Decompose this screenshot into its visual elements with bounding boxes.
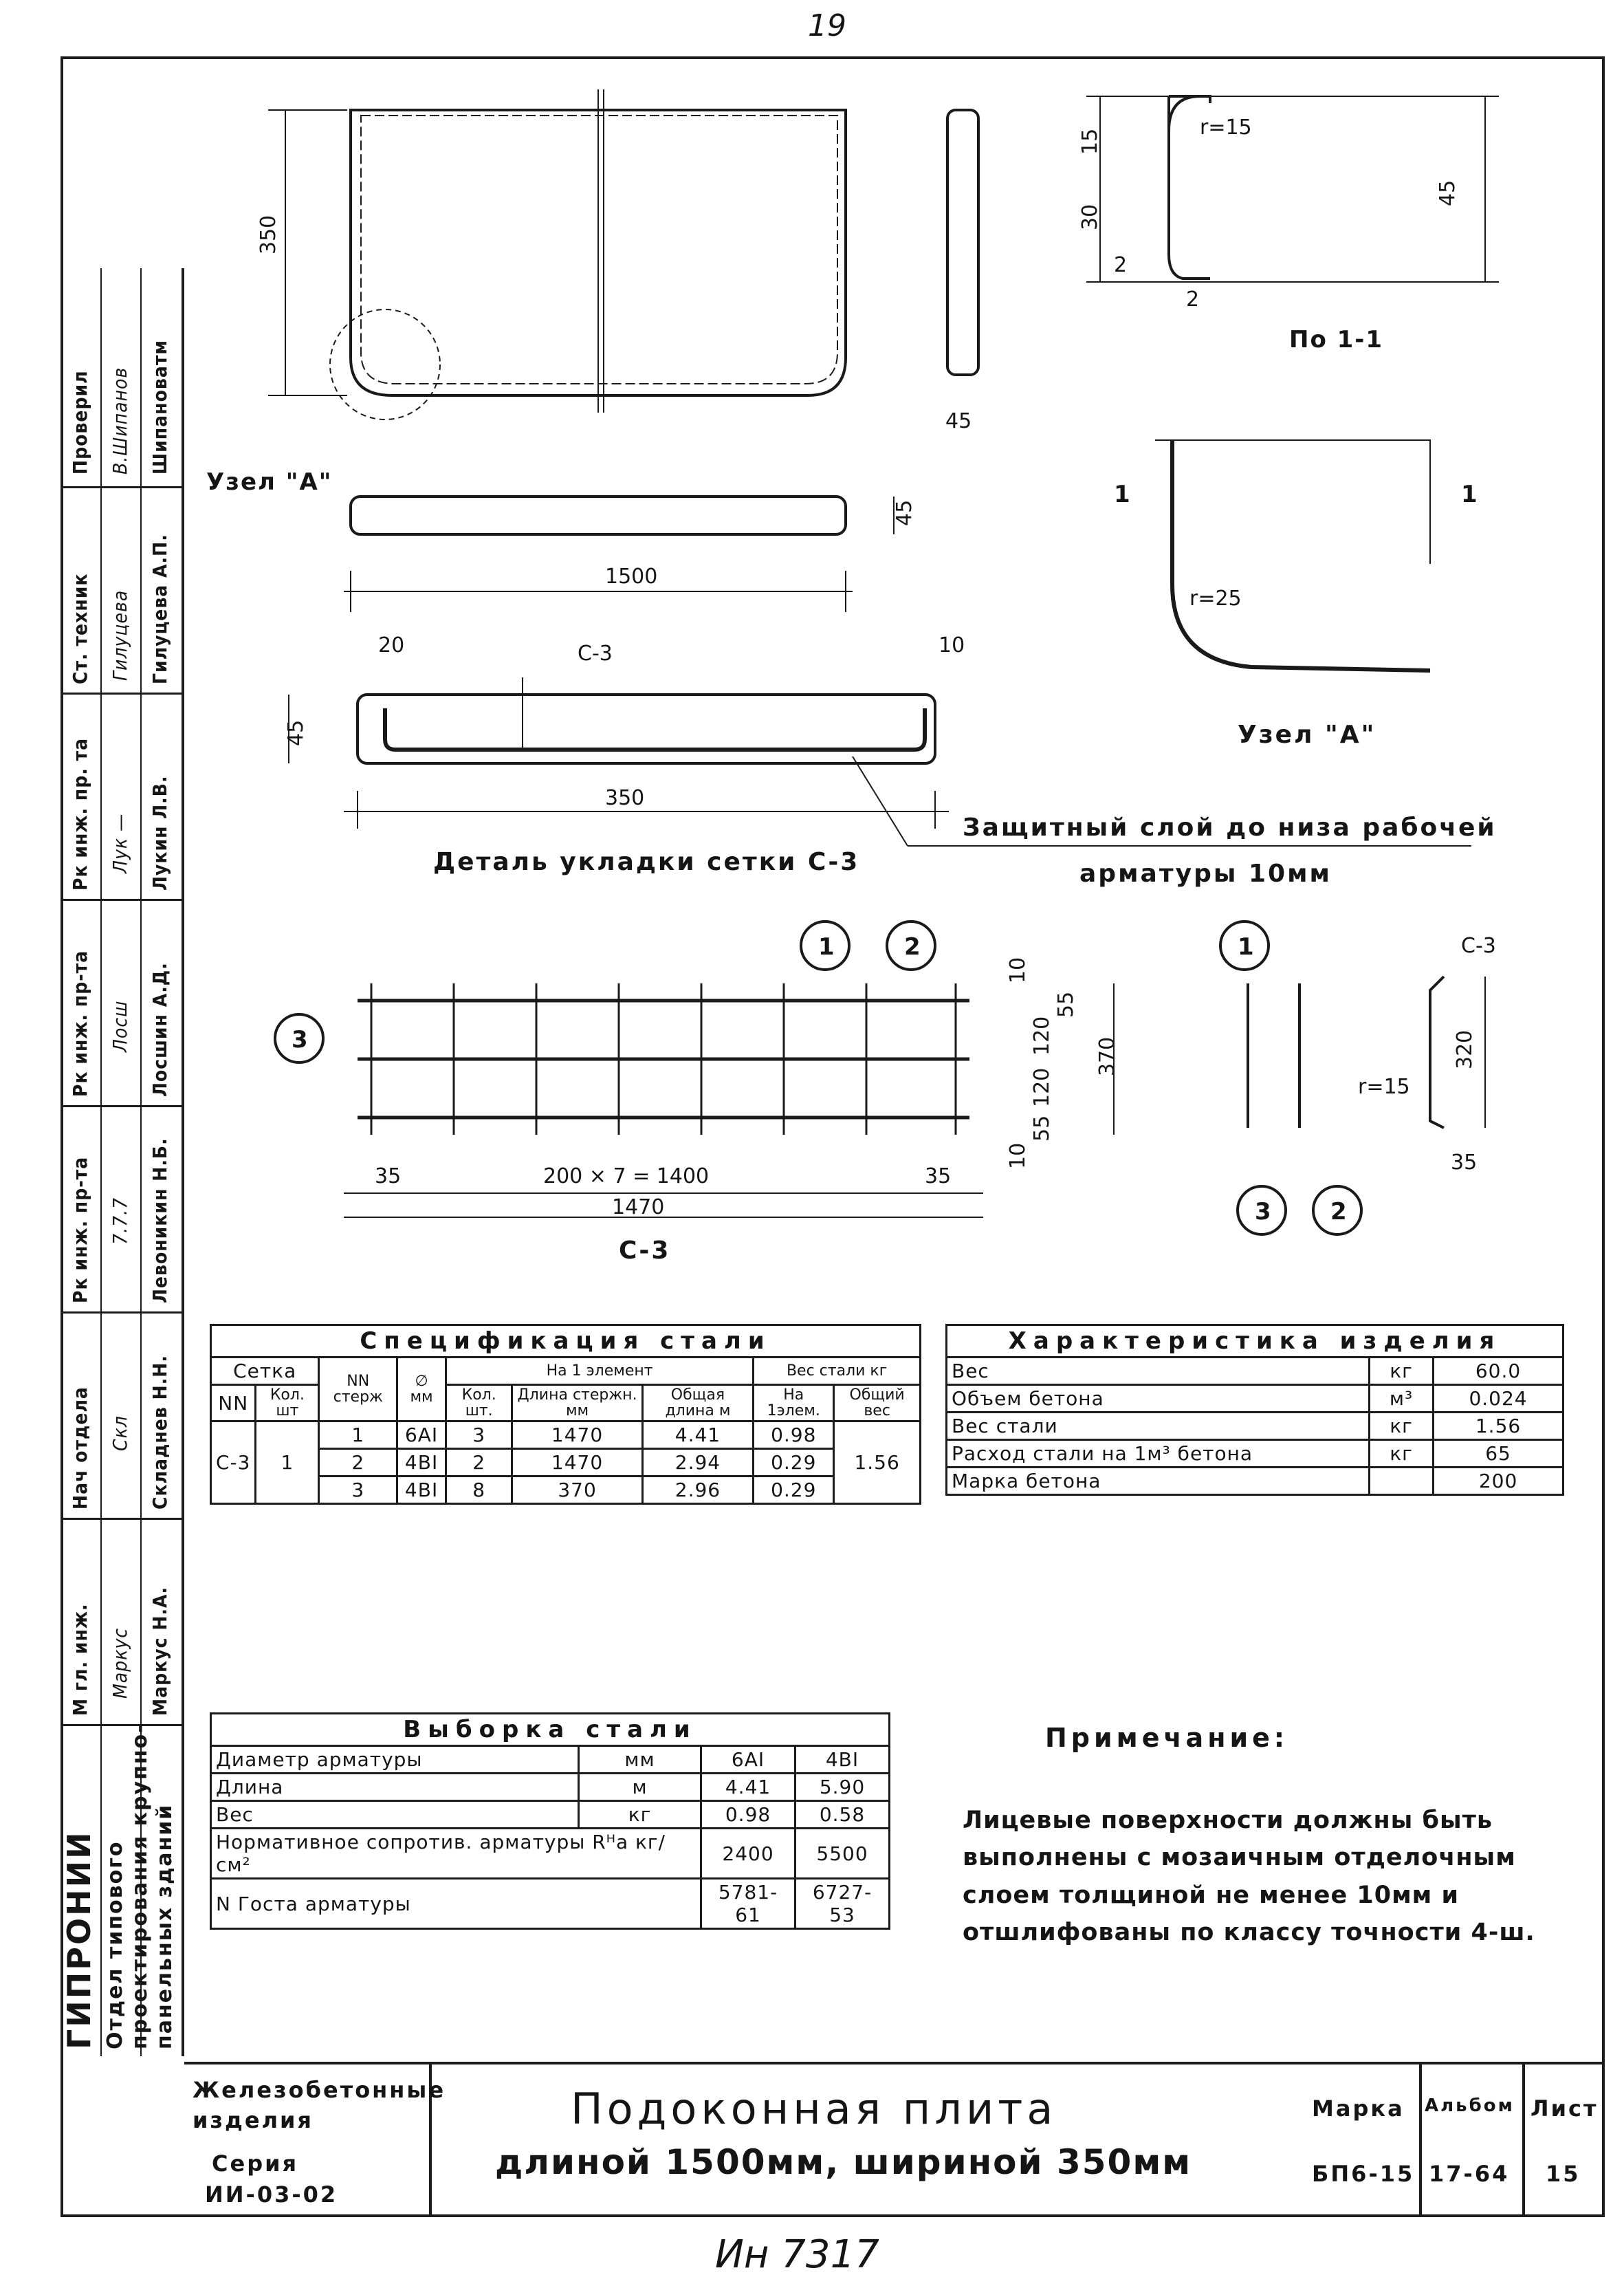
spec-total: 2.96 <box>642 1477 754 1504</box>
detail-note-1: Защитный слой до низа рабочей <box>963 814 1497 842</box>
slab-side-view <box>947 110 978 375</box>
spec-w: 0.29 <box>754 1449 834 1477</box>
detail-dim-10: 10 <box>939 633 965 657</box>
spec-table <box>210 1324 921 1505</box>
char-table-caption: Характеристика изделия <box>947 1325 1563 1358</box>
sel-name: Длина <box>211 1774 579 1801</box>
table-row <box>947 1440 1563 1468</box>
spec-h-qty: Кол. шт <box>256 1385 319 1421</box>
stamp-role: Нач отдела <box>69 1386 91 1510</box>
side-callout-3: 3 <box>1255 1198 1273 1225</box>
signature: Маркус <box>109 1627 131 1699</box>
spec-w: 0.29 <box>754 1477 834 1504</box>
inventory-mark: Ин 7317 <box>715 2232 879 2277</box>
sel-b: 5500 <box>795 1829 890 1879</box>
char-name: Марка бетона <box>947 1468 1370 1495</box>
spec-bar: 2 <box>319 1449 397 1477</box>
spec-mesh-qty: 1 <box>256 1421 319 1504</box>
mesh-dim-55: 55 <box>1030 1115 1054 1142</box>
sec-dim-30: 30 <box>1078 204 1102 230</box>
tb-mark-cell <box>1305 2064 1422 2217</box>
radius-15-label: r=15 <box>1200 116 1252 140</box>
mesh-dim-35: 35 <box>925 1164 952 1188</box>
mesh-laying-bar <box>385 708 925 750</box>
spec-bar: 3 <box>319 1477 397 1504</box>
mesh-dim-370: 370 <box>1095 1036 1119 1076</box>
spec-mesh-name: С-3 <box>211 1421 256 1504</box>
tb-category-1: Железобетонные <box>193 2077 446 2103</box>
sel-unit: м <box>579 1774 701 1801</box>
signature: Гилуцева <box>109 589 131 681</box>
sel-col-b: 4ВI <box>795 1746 890 1774</box>
dim-350-label: 350 <box>256 215 281 254</box>
spec-len: 1470 <box>512 1449 642 1477</box>
mesh-dim-span: 200 × 7 = 1400 <box>543 1164 710 1188</box>
char-value: 1.56 <box>1434 1413 1563 1440</box>
spec-h-w-total: Общий вес <box>834 1385 921 1421</box>
spec-h-dia: ∅ мм <box>397 1358 446 1421</box>
table-row <box>947 1413 1563 1440</box>
institute-name: ГИПРОНИИ <box>61 1830 98 2049</box>
mesh-label: С-3 <box>619 1236 671 1265</box>
char-name: Расход стали на 1м³ бетона <box>947 1440 1370 1468</box>
char-value: 65 <box>1434 1440 1563 1468</box>
stamp-role: Рк инж. пр-та <box>69 950 91 1097</box>
spec-h-nn: NN <box>211 1385 256 1421</box>
spec-bar: 1 <box>319 1421 397 1449</box>
tb-album-cell <box>1422 2064 1525 2217</box>
tb-category-2: изделия <box>193 2107 314 2133</box>
table-row <box>211 1879 890 1929</box>
stamp-role: Проверил <box>69 370 91 475</box>
tb-title-sub: длиной 1500мм, шириной 350мм <box>495 2142 1192 2182</box>
stamp-name: Лукин Л.В. <box>149 775 171 891</box>
side-dim-35: 35 <box>1451 1151 1478 1175</box>
sel-col-a: 6АI <box>701 1746 795 1774</box>
mesh-dim-10: 10 <box>1006 1142 1030 1169</box>
sel-a: 5781-61 <box>701 1879 795 1929</box>
selection-table-caption: Выборка стали <box>211 1714 890 1746</box>
spec-h-bar: NN стерж <box>319 1358 397 1421</box>
mesh-laying-outline <box>358 695 935 763</box>
tb-sheet-label: Лист <box>1530 2095 1599 2122</box>
note-text: Лицевые поверхности должны быть выполнены с мозаичным отделочным слоем толщиной не менее 10мм и отшлифованы по классу точности 4-ш. <box>963 1807 1535 1946</box>
tb-title-main: Подоконная плита <box>571 2084 1057 2134</box>
note-title: Примечание: <box>1045 1723 1289 1753</box>
spec-h-weight: Вес стали кг <box>754 1358 921 1385</box>
node-a-caption: Узел "А" <box>1238 721 1376 749</box>
sel-b: 6727-53 <box>795 1879 890 1929</box>
spec-h-per-element: На 1 элемент <box>446 1358 753 1385</box>
char-unit: кг <box>1370 1358 1434 1385</box>
stamp-name: Шипановатм <box>149 339 171 475</box>
page-number: 19 <box>808 8 846 43</box>
sel-name: Вес <box>211 1801 579 1829</box>
spec-h-total-len: Общая длина м <box>642 1385 754 1421</box>
spec-count: 2 <box>446 1449 512 1477</box>
tb-sheet-cell <box>1525 2064 1605 2217</box>
sec-dim-15: 15 <box>1078 128 1102 155</box>
dim-45-label: 45 <box>945 409 972 433</box>
node-a-detail <box>1172 440 1430 671</box>
table-row <box>211 1829 890 1879</box>
char-unit <box>1370 1468 1434 1495</box>
signature: В.Шипанов <box>109 367 131 475</box>
detail-caption: Деталь укладки сетки С-3 <box>433 848 860 876</box>
org-line: панельных зданий <box>153 1803 177 2049</box>
table-row <box>947 1358 1563 1385</box>
spec-count: 8 <box>446 1477 512 1504</box>
detail-note-2: арматуры 10мм <box>1079 860 1332 888</box>
dim-1500-label: 1500 <box>605 565 658 589</box>
stamp-name: Лосшин А.Д. <box>149 962 171 1097</box>
signature: Скл <box>109 1415 131 1451</box>
sel-a: 0.98 <box>701 1801 795 1829</box>
table-row <box>211 1421 921 1449</box>
sel-a: 2400 <box>701 1829 795 1879</box>
spec-count: 3 <box>446 1421 512 1449</box>
spec-h-bar-len: Длина стержн. мм <box>512 1385 642 1421</box>
spec-len: 370 <box>512 1477 642 1504</box>
char-name: Вес стали <box>947 1413 1370 1440</box>
stamp-name: Левоникин Н.Б. <box>149 1137 171 1303</box>
mesh-dim-1470: 1470 <box>612 1195 665 1219</box>
tb-mark-value: БП6-15 <box>1312 2161 1415 2187</box>
signature: Лук — <box>109 813 131 873</box>
mesh-dim-10: 10 <box>1006 957 1030 983</box>
spec-total: 4.41 <box>642 1421 754 1449</box>
tb-series-value: ИИ-03-02 <box>205 2181 338 2208</box>
org-line: Отдел типового <box>103 1840 127 2049</box>
tb-album-value: 17-64 <box>1429 2161 1510 2187</box>
stamp-name: Гилуцева А.П. <box>149 534 171 684</box>
char-table <box>945 1324 1564 1496</box>
stamp-name: Маркус Н.А. <box>149 1586 171 1716</box>
spec-dia: 6АI <box>397 1421 446 1449</box>
side-tag: С-3 <box>1461 934 1496 958</box>
spec-dia: 4ВI <box>397 1449 446 1477</box>
callout-1: 1 <box>818 933 836 961</box>
table-row <box>211 1801 890 1829</box>
cut-mark-right: 1 <box>1461 481 1479 508</box>
side-radius: r=15 <box>1358 1075 1410 1099</box>
callout-3: 3 <box>292 1026 309 1054</box>
sec-dim-2: 2 <box>1186 287 1200 312</box>
detail-dim-45: 45 <box>284 719 308 746</box>
selection-table <box>210 1712 890 1930</box>
spec-table-caption: Спецификация стали <box>211 1325 921 1358</box>
stamp-name: Складнев Н.Н. <box>149 1355 171 1510</box>
spec-dia: 4ВI <box>397 1477 446 1504</box>
sel-name: N Госта арматуры <box>211 1879 701 1929</box>
callout-2: 2 <box>904 933 922 961</box>
mesh-dim-120: 120 <box>1030 1016 1054 1056</box>
table-row <box>947 1468 1563 1495</box>
spec-len: 1470 <box>512 1421 642 1449</box>
stamp-role: Ст. техник <box>69 573 91 684</box>
side-callout-1: 1 <box>1238 933 1255 961</box>
table-row <box>947 1385 1563 1413</box>
char-unit: м³ <box>1370 1385 1434 1413</box>
node-a-label: Узел "А" <box>206 468 333 496</box>
sel-b: 5.90 <box>795 1774 890 1801</box>
char-name: Объем бетона <box>947 1385 1370 1413</box>
mesh-plan <box>358 1001 969 1118</box>
side-dim-320: 320 <box>1453 1029 1477 1069</box>
detail-mesh-tag: С-3 <box>578 642 613 666</box>
sel-b: 0.58 <box>795 1801 890 1829</box>
mesh-dim-35: 35 <box>375 1164 402 1188</box>
char-value: 0.024 <box>1434 1385 1563 1413</box>
tb-mark-label: Марка <box>1312 2095 1405 2122</box>
node-a-circle <box>330 309 440 420</box>
stamp-role: Рк инж. пр. та <box>69 737 91 891</box>
char-value: 60.0 <box>1434 1358 1563 1385</box>
mesh-side-view <box>1248 977 1444 1128</box>
slab-plan-inner <box>361 116 837 384</box>
slab-bottom-view <box>351 497 846 534</box>
signature: 7.7.7 <box>109 1197 131 1245</box>
char-name: Вес <box>947 1358 1370 1385</box>
signature: Лосш <box>109 1000 131 1052</box>
spec-h-mesh: Сетка <box>211 1358 319 1385</box>
spec-w: 0.98 <box>754 1421 834 1449</box>
tb-series-label: Серия <box>212 2150 299 2177</box>
sec-dim-2: 2 <box>1114 253 1128 277</box>
char-unit: кг <box>1370 1440 1434 1468</box>
sel-a: 4.41 <box>701 1774 795 1801</box>
sel-h-unit: мм <box>579 1746 701 1774</box>
detail-dim-350: 350 <box>605 786 645 810</box>
spec-total: 2.94 <box>642 1449 754 1477</box>
tb-category-cell <box>184 2064 446 2217</box>
sel-unit: кг <box>579 1801 701 1829</box>
spec-h-count: Кол. шт. <box>446 1385 512 1421</box>
sel-name: Нормативное сопротив. арматуры Rᴴа кг/см² <box>211 1829 701 1879</box>
spec-h-w-per: На 1элем. <box>754 1385 834 1421</box>
detail-dim-20: 20 <box>378 633 405 657</box>
char-unit: кг <box>1370 1413 1434 1440</box>
sec-dim-45: 45 <box>1436 179 1460 206</box>
sel-h-diameter: Диаметр арматуры <box>211 1746 579 1774</box>
org-line: проектирования крупно- <box>128 1723 152 2049</box>
side-callout-2: 2 <box>1330 1198 1348 1225</box>
stamp-role: Рк инж. пр-та <box>69 1156 91 1303</box>
table-row <box>211 1774 890 1801</box>
tb-album-label: Альбом <box>1425 2095 1515 2116</box>
stamp-role: М гл. инж. <box>69 1603 91 1716</box>
radius-25-label: r=25 <box>1189 587 1242 611</box>
dim-45-label: 45 <box>892 499 917 526</box>
char-value: 200 <box>1434 1468 1563 1495</box>
section-1-1-label: По 1-1 <box>1289 326 1384 353</box>
mesh-dim-55: 55 <box>1054 991 1078 1018</box>
cut-mark-left: 1 <box>1114 481 1132 508</box>
tb-sheet-value: 15 <box>1546 2161 1581 2187</box>
mesh-dim-120: 120 <box>1030 1067 1054 1107</box>
spec-total-weight: 1.56 <box>834 1421 921 1504</box>
